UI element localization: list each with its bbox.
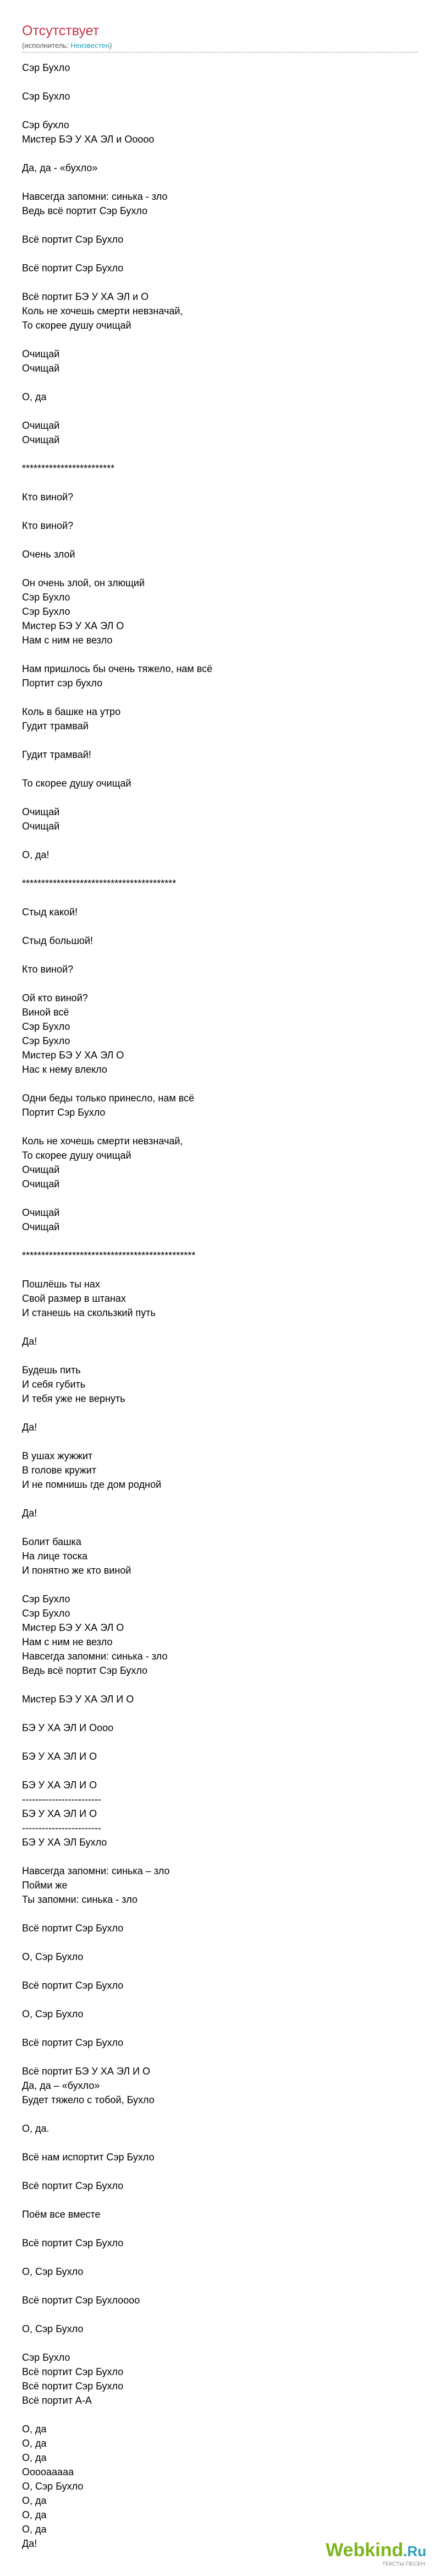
artist-line bbox=[22, 41, 418, 51]
song-title: Отсутствует bbox=[22, 23, 100, 39]
artist-link[interactable]: Неизвестен bbox=[70, 41, 109, 50]
site-logo[interactable] bbox=[326, 2540, 426, 2568]
artist-prefix: (исполнитель: bbox=[22, 41, 71, 50]
lyrics-text: Сэр Бухло Сэр Бухло Сэр бухло Мистер БЭ У ХА ЭЛ и Ооооо Да, да - «бухло» Навсегда запомни: синька - зло Ведь всё портит Сэр Бухло Всё портит Сэр Бухло Всё портит Сэр Бухло Всё портит БЭ У ХА ЭЛ и О Коль не хочешь смерти невзначай, То скорее душу очищай Очищай Очищай О, да Очищай Очищай ************************ Кто виной? Кто виной? Очень злой Он очень злой, он злющий Сэр Бухло Сэр Бухло Мистер БЭ У ХА ЭЛ О Нам с ним не везло Нам пришлось бы очень тяжело, нам всё Портит сэр бухло Коль в башке на утро Гудит трамвай Гудит трамвай! То скорее душу очищай Очищай Очищай О, да! **************************************** Стыд какой! Стыд большой! Кто виной? Ой кто виной? Виной всё Сэр Бухло Сэр Бухло Мистер БЭ У ХА ЭЛ О Нас к нему влекло Одни беды только принесло, нам всё Портит Сэр Бухло Коль не хочешь смерти невзначай, То скорее душу очищай Очищай Очищай Очищай Очищай ********************************************* Пошлёшь ты нах Свой размер в штанах И станешь на скользкий путь Да! Будешь пить И себя губить И тебя уже не вернуть Да! В ушах жужжит В голове кружит И не помнишь где дом родной Да! Болит башка На лице тоска И понятно же кто виной Сэр Бухло Сэр Бухло Мистер БЭ У ХА ЭЛ О Нам с ним не везло Навсегда запомни: синька - зло Ведь всё портит Сэр Бухло Мистер БЭ У ХА ЭЛ И О БЭ У ХА ЭЛ И Оооо БЭ У ХА ЭЛ И О БЭ У ХА ЭЛ И О ------------------------ БЭ У ХА ЭЛ И О ------------------------ БЭ У ХА ЭЛ Бухло Навсегда запомни: синька – зло Пойми же Ты запомни: синька - зло Всё портит Сэр Бухло О, Сэр Бухло Всё портит Сэр Бухло О, Сэр Бухло Всё портит Сэр Бухло Всё портит БЭ У ХА ЭЛ И О Да, да – «бухло» Будет тяжело с тобой, Бухло О, да. Всё нам испортит Сэр Бухло Всё портит Сэр Бухло Поём все вместе Всё портит Сэр Бухло О, Сэр Бухло Всё портит Сэр Бухлоооо О, Сэр Бухло Сэр Бухло Всё портит Сэр Бухло Всё портит Сэр Бухло Всё портит А-А О, да О, да О, да Ооооааааа О, Сэр Бухло О, да О, да О, да Да! bbox=[22, 62, 213, 2549]
logo-tagline: ТЕКСТЫ ПЕСЕН bbox=[382, 2561, 425, 2567]
song-header bbox=[0, 0, 440, 53]
artist-suffix: ) bbox=[109, 41, 112, 50]
logo-wordmark: Webkind.Ru bbox=[326, 2540, 426, 2561]
